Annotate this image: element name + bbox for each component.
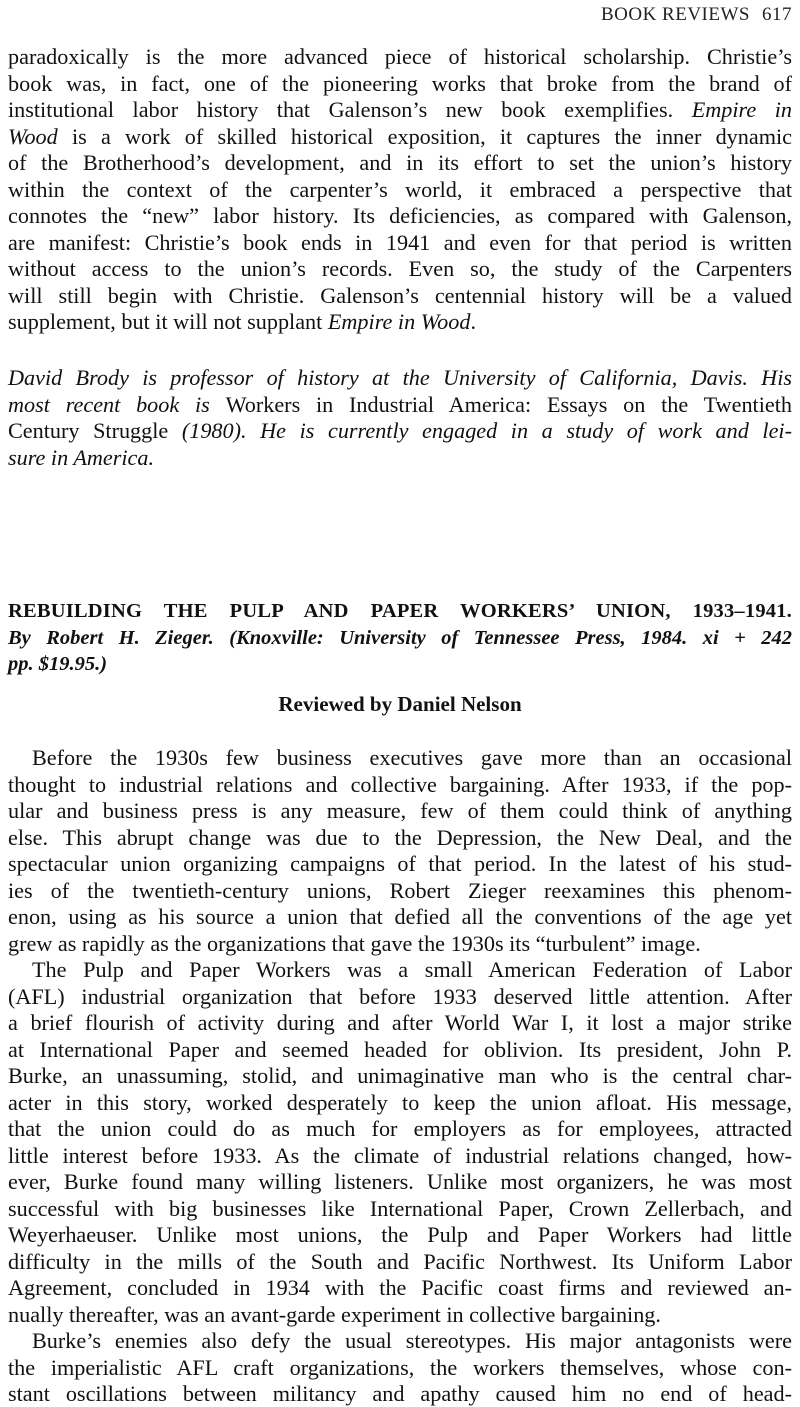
text-line: successful with big businesses like International Paper, Crown Zellerbach, and: [8, 1195, 792, 1221]
running-head-title: BOOK REVIEWS: [600, 4, 750, 25]
text-line: enon, using as his source a union that defied all the conventions of the age yet: [8, 904, 792, 929]
running-head: [601, 4, 792, 26]
text-line: Before the 1930s few business executives gave more than an occasional: [32, 745, 792, 770]
review-byline-cont: pp. $19.95.): [8, 653, 108, 675]
text-line: grew as rapidly as the organizations that gave the 1930s its “turbulent” image.: [8, 930, 701, 956]
review-byline: By Robert H. Zieger. (Knoxville: University of Tennessee Press, 1984. xi + 242: [8, 626, 792, 649]
text-line: within the context of the carpenter’s world, it embraced a perspective that: [8, 176, 792, 202]
text-line: supplement, but it will not supplant Empire in Wood.: [8, 309, 476, 334]
text-line: nually thereafter, was an avant-garde experiment in collective bargaining.: [8, 1301, 661, 1327]
text-line: book was, in fact, one of the pioneering works that broke from the brand of: [8, 70, 792, 96]
bio-line: most recent book is Workers in Industrial America: Essays on the Twentieth: [8, 391, 792, 417]
text-line: connotes the “new” labor history. Its deficiencies, as compared with Galenson,: [8, 203, 792, 228]
bio-line: David Brody is professor of history at the University of California, Davis. His: [8, 365, 792, 390]
book-title: Century Struggle: [8, 418, 182, 443]
text-line: of the Brotherhood’s development, and in its effort to set the union’s history: [8, 150, 792, 175]
text-line: stant oscillations between militancy and apathy caused him no end of head-: [8, 1381, 792, 1406]
book-title: Empire in Wood: [327, 309, 471, 334]
text-line: Agreement, concluded in 1934 with the Pacific coast firms and reviewed an-: [8, 1275, 792, 1300]
text-line: Burke, an unassuming, stolid, and unimaginative man who is the central char-: [8, 1063, 792, 1088]
book-title: Empire in: [691, 97, 792, 122]
text-line: without access to the union’s records. Even so, the study of the Carpenters: [8, 256, 792, 281]
text-line: else. This abrupt change was due to the Depression, the New Deal, and the: [8, 824, 792, 850]
text-line: institutional labor history that Galenson’s new book exemplifies. Empire in: [8, 97, 792, 122]
text-line: ever, Burke found many willing listeners. Unlike most organizers, he was most: [8, 1169, 792, 1194]
text-line: little interest before 1933. As the climate of industrial relations changed, how-: [8, 1142, 792, 1168]
reviewer-name: Reviewed by Daniel Nelson: [278, 692, 522, 716]
text-line: (AFL) industrial organization that before 1933 deserved little attention. After: [8, 983, 792, 1009]
bio-line: sure in America.: [8, 444, 155, 470]
review-title: REBUILDING THE PULP AND PAPER WORKERS’ UNION, 1933–1941.: [8, 600, 792, 622]
text-line: at International Paper and seemed headed for oblivion. Its president, John P.: [8, 1036, 792, 1062]
text-line: Burke’s enemies also defy the usual stereotypes. His major antagonists were: [32, 1328, 792, 1353]
text-line: the imperialistic AFL craft organizations, the workers themselves, whose con-: [8, 1354, 792, 1380]
text-line: ies of the twentieth-century unions, Robert Zieger reexamines this phenom-: [8, 877, 792, 903]
text-line: Weyerhaeuser. Unlike most unions, the Pulp and Paper Workers had little: [8, 1222, 792, 1247]
text-line: ular and business press is any measure, few of them could think of anything: [8, 798, 792, 823]
text-line: are manifest: Christie’s book ends in 1941 and even for that period is written: [8, 229, 792, 255]
text-line: Wood is a work of skilled historical exposition, it captures the inner dynamic: [8, 123, 792, 149]
page-number: 617: [762, 4, 792, 25]
text-line: thought to industrial relations and collective bargaining. After 1933, if the pop-: [8, 771, 792, 797]
text-line: difficulty in the mills of the South and Pacific Northwest. Its Uniform Labor: [8, 1248, 792, 1274]
text-line: a brief flourish of activity during and after World War I, it lost a major strike: [8, 1010, 792, 1035]
text-line: will still begin with Christie. Galenson’s centennial history will be a valued: [8, 282, 792, 308]
book-title: Wood: [8, 123, 58, 149]
text-line: that the union could do as much for employers as for employees, attracted: [8, 1116, 792, 1141]
text-line: paradoxically is the more advanced piece of historical scholarship. Christie’s: [8, 44, 792, 69]
text-line: spectacular union organizing campaigns of that period. In the latest of his stud-: [8, 851, 792, 876]
text-line: acter in this story, worked desperately to keep the union afloat. His message,: [8, 1089, 792, 1115]
bio-line: Century Struggle (1980). He is currently engaged in a study of work and lei-: [8, 418, 792, 443]
book-title: Workers in Industrial America: Essays on the Twentieth: [225, 391, 792, 417]
text-line: The Pulp and Paper Workers was a small American Federation of Labor: [32, 957, 792, 982]
